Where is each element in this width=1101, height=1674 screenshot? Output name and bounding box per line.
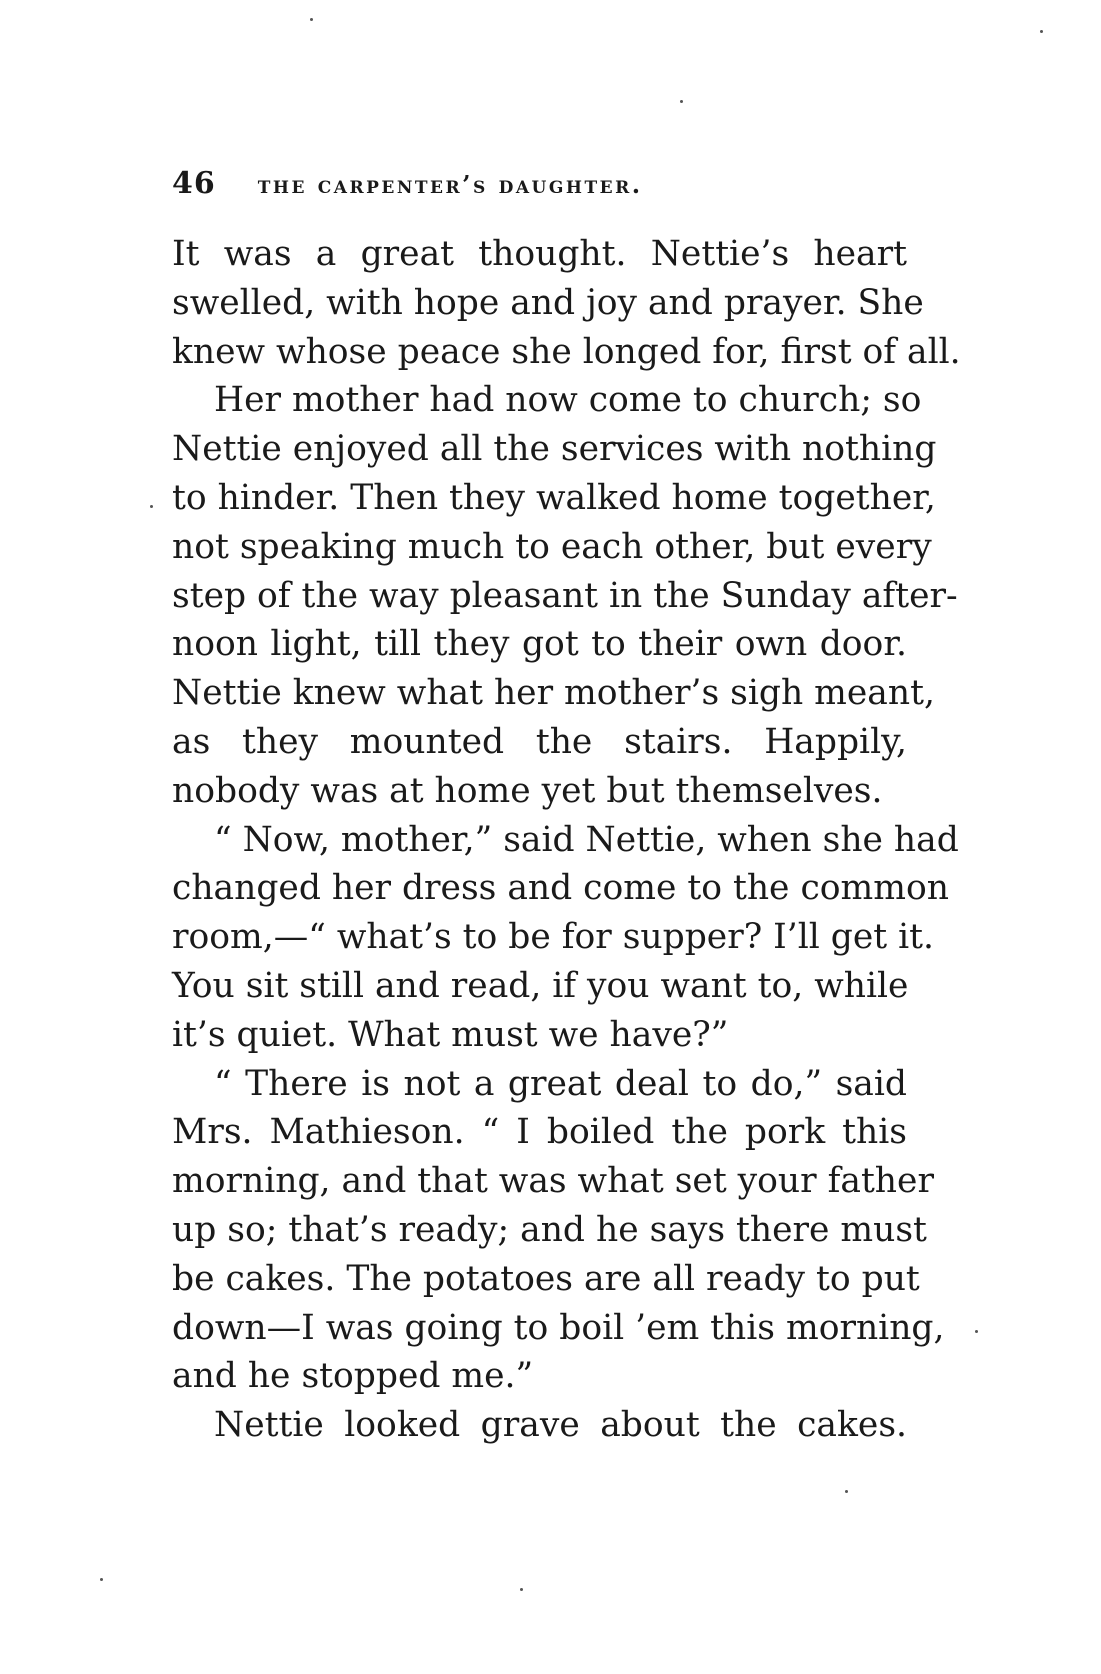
- text-line: knew whose peace she longed for, first of all.: [172, 331, 961, 372]
- text-line: Nettie looked grave about the cakes.: [214, 1405, 907, 1446]
- text-line: noon light, till they got to their own door.: [172, 624, 907, 665]
- text-line: as they mounted the stairs. Happily,: [172, 721, 907, 762]
- text-line: Her mother had now come to church; so: [214, 380, 922, 421]
- text-line: “ There is not a great deal to do,” said: [214, 1063, 907, 1104]
- text-line: it’s quiet. What must we have?”: [172, 1014, 729, 1055]
- text-line: morning, and that was what set your father: [172, 1161, 934, 1202]
- running-title: the carpenter’s daughter.: [257, 170, 643, 199]
- scan-speck: [100, 1578, 103, 1581]
- text-line: Nettie enjoyed all the services with nothing: [172, 429, 937, 470]
- text-line: be cakes. The potatoes are all ready to put: [172, 1258, 920, 1299]
- text-line: swelled, with hope and joy and prayer. She: [172, 282, 924, 323]
- scan-speck: [680, 100, 683, 103]
- scan-speck: [845, 1490, 848, 1493]
- text-line: up so; that’s ready; and he says there must: [172, 1209, 927, 1250]
- text-line: Nettie knew what her mother’s sigh meant,: [172, 673, 935, 714]
- text-line: step of the way pleasant in the Sunday after-: [172, 575, 958, 616]
- text-line: changed her dress and come to the common: [172, 868, 949, 909]
- scan-speck: [310, 18, 313, 21]
- text-line: not speaking much to each other, but every: [172, 526, 932, 567]
- text-line: down—I was going to boil ’em this morning,: [172, 1307, 945, 1348]
- page-number: 46: [172, 166, 216, 201]
- scan-speck: [1040, 30, 1043, 33]
- text-line: nobody was at home yet but themselves.: [172, 770, 883, 811]
- text-line: to hinder. Then they walked home together,: [172, 477, 936, 518]
- text-line: You sit still and read, if you want to, while: [172, 965, 909, 1006]
- text-line: It was a great thought. Nettie’s heart: [172, 234, 907, 274]
- scan-speck: [975, 1330, 978, 1333]
- text-line: and he stopped me.”: [172, 1356, 534, 1397]
- body-text: [172, 230, 961, 1450]
- text-line: Mrs. Mathieson. “ I boiled the pork this: [172, 1112, 907, 1153]
- text-line: “ Now, mother,” said Nettie, when she had: [214, 819, 959, 860]
- text-line: room,—“ what’s to be for supper? I’ll get it.: [172, 917, 934, 958]
- scan-speck: [150, 505, 153, 508]
- scan-speck: [520, 1588, 523, 1591]
- page-header: [172, 166, 912, 206]
